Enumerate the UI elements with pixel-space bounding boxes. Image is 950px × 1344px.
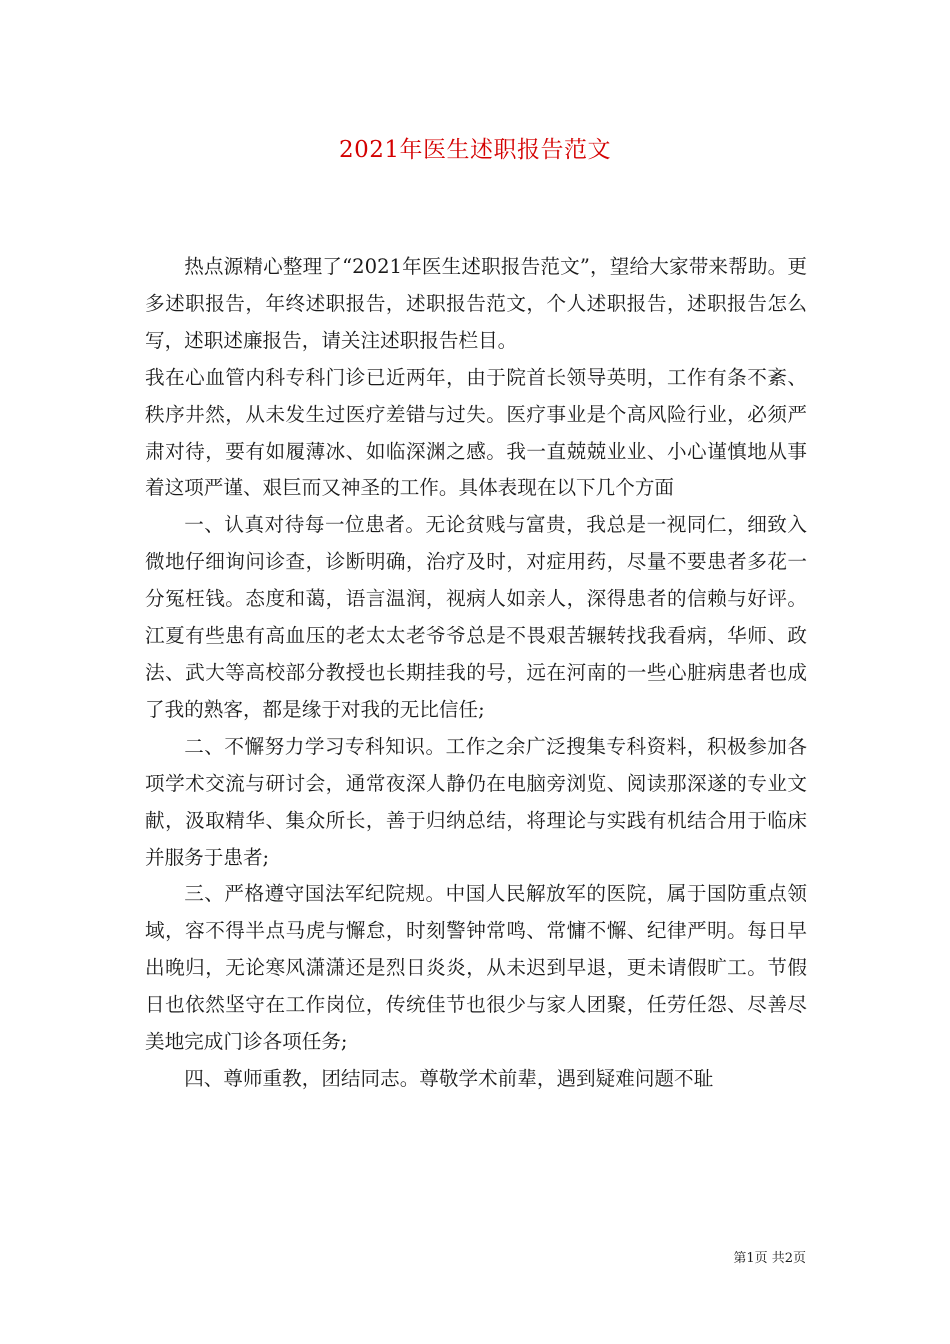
paragraph-intro: 热点源精心整理了“2021年医生述职报告范文”，望给大家带来帮助。更多述职报告，年终述职报告，述职报告范文，个人述职报告，述职报告怎么写，述职述廉报告，请关注述职报告栏目。 <box>145 255 807 352</box>
paragraph-point-2: 二、不懈努力学习专科知识。工作之余广泛搜集专科资料，积极参加各项学术交流与研讨会，通常夜深人静仍在电脑旁浏览、阅读那深遂的专业文献，汲取精华、集众所长，善于归纳总结，将理论与实践有机结合用于临床并服务于患者; <box>145 734 807 869</box>
paragraph-point-4: 四、尊师重教，团结同志。尊敬学术前辈，遇到疑难问题不耻 <box>184 1066 714 1090</box>
page-number: 第1页 共2页 <box>733 1251 806 1266</box>
paragraph-point-1: 一、认真对待每一位患者。无论贫贱与富贵，我总是一视同仁，细致入微地仔细询问诊查，诊断明确，治疗及时，对症用药，尽量不要患者多花一分冤枉钱。态度和蔼，语言温润，视病人如亲人，深得患者的信赖与好评。江夏有些患有高血压的老太太老爷爷总是不畏艰苦辗转找我看病，华师、政法、武大等高校部分教授也长期挂我的号，远在河南的一些心脏病患者也成了我的熟客，都是缘于对我的无比信任; <box>145 513 807 721</box>
document-body <box>145 249 807 1098</box>
paragraph-overview: 我在心血管内科专科门诊已近两年，由于院首长领导英明，工作有条不紊、秩序井然，从未发生过医疗差错与过失。医疗事业是个高风险行业，必须严肃对待，要有如履薄冰、如临深渊之感。我一直兢兢业业、小心谨慎地从事着这项严谨、艰巨而又神圣的工作。具体表现在以下几个方面 <box>145 365 807 500</box>
document-title: 2021年医生述职报告范文 <box>338 137 612 163</box>
paragraph-point-3: 三、严格遵守国法军纪院规。中国人民解放军的医院，属于国防重点领域，容不得半点马虎与懈怠，时刻警钟常鸣、常慵不懈、纪律严明。每日早出晚归，无论寒风潇潇还是烈日炎炎，从未迟到早退，更未请假旷工。节假日也依然坚守在工作岗位，传统佳节也很少与家人团聚，任劳任怨、尽善尽美地完成门诊各项任务; <box>145 882 807 1054</box>
